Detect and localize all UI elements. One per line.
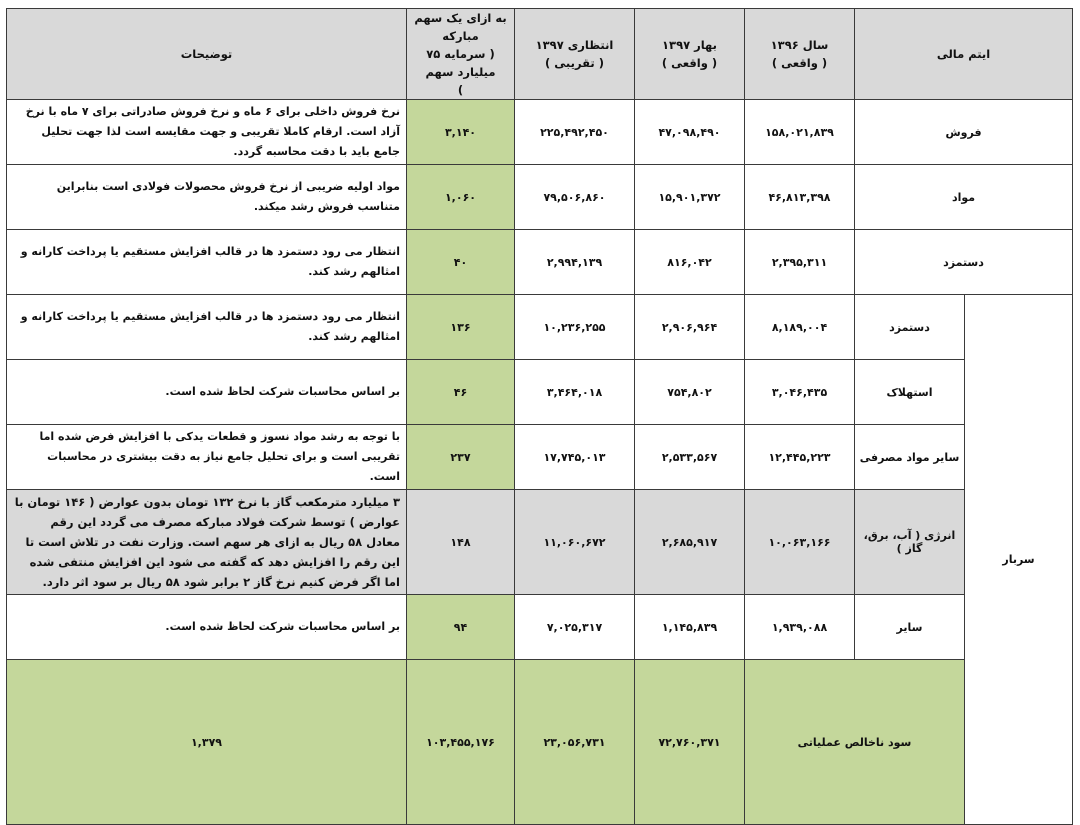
- cell-1396: ۳,۰۴۶,۴۳۵: [745, 360, 855, 425]
- cell-expected-1397: ۱۰,۲۳۶,۲۵۵: [515, 295, 635, 360]
- table-row-other: [7, 595, 1073, 660]
- cell-expected-1397: ۱۱,۰۶۰,۶۷۲: [515, 490, 635, 595]
- header-per-share-line3: ): [457, 83, 464, 97]
- cell-1396: ۴۶,۸۱۳,۳۹۸: [745, 165, 855, 230]
- cell-expected-1397: ۲۲۵,۴۹۲,۴۵۰: [515, 100, 635, 165]
- cell-description: نرخ فروش داخلی برای ۶ ماه و نرخ فروش صادراتی برای ۷ ماه با نرخ آزاد است. ارقام کاملا تقریبی و جهت مقایسه است لذا جهت تحلیل جامع باید با دقت محاسبه گردد.: [7, 100, 407, 165]
- cell-1396: ۷۲,۷۶۰,۳۷۱: [635, 660, 745, 825]
- financial-table: [6, 8, 1073, 825]
- cell-1396: ۱۵۸,۰۲۱,۸۳۹: [745, 100, 855, 165]
- cell-per-share: ۴۶: [407, 360, 515, 425]
- header-description: توضیحات: [7, 9, 407, 100]
- table-row-depreciation: [7, 360, 1073, 425]
- row-label: سایر مواد مصرفی: [855, 425, 965, 490]
- table-row-sales: [7, 100, 1073, 165]
- cell-1396: ۲,۳۹۵,۳۱۱: [745, 230, 855, 295]
- row-label: استهلاک: [855, 360, 965, 425]
- cell-description: ۳ میلیارد مترمکعب گاز با نرخ ۱۳۲ تومان بدون عوارض ( ۱۴۶ تومان با عوارض ) توسط شرکت فولاد مبارکه مصرف می گردد این رقم معادل ۵۸ ریال به ازای هر سهم است. وزارت نفت در تلاش است تا این رقم را افزایش دهد که گفته می شود این افزایش منتفی شده اما اگر فرض کنیم نرخ گاز ۲ برابر شود ۵۸ ریال بر سود اثر دارد.: [7, 490, 407, 595]
- header-spring-1397: [635, 9, 745, 100]
- table-row-other-consumables: [7, 425, 1073, 490]
- header-expected-1397: [515, 9, 635, 100]
- cell-spring-1397: ۲,۵۳۳,۵۶۷: [635, 425, 745, 490]
- cell-1396: ۸,۱۸۹,۰۰۴: [745, 295, 855, 360]
- cell-spring-1397: ۸۱۶,۰۴۲: [635, 230, 745, 295]
- header-row: [7, 9, 1073, 100]
- row-label: سایر: [855, 595, 965, 660]
- header-per-share-line1: به ازای یک سهم مبارکه: [414, 11, 507, 43]
- row-label: دستمزد: [855, 230, 1073, 295]
- header-per-share-line2: ( سرمایه ۷۵ میلیارد سهم: [425, 47, 496, 79]
- cell-per-share: ۳,۱۴۰: [407, 100, 515, 165]
- cell-per-share: ۱,۳۷۹: [7, 660, 407, 825]
- row-label: فروش: [855, 100, 1073, 165]
- table-row-gross-profit: [7, 660, 1073, 825]
- cell-description: بر اساس محاسبات شرکت لحاظ شده است.: [7, 360, 407, 425]
- cell-spring-1397: ۷۵۴,۸۰۲: [635, 360, 745, 425]
- cell-description: انتظار می رود دستمزد ها در قالب افزایش مستقیم یا پرداخت کارانه و امثالهم رشد کند.: [7, 295, 407, 360]
- row-label: دستمزد: [855, 295, 965, 360]
- cell-spring-1397: ۴۷,۰۹۸,۴۹۰: [635, 100, 745, 165]
- cell-expected-1397: ۳,۴۶۴,۰۱۸: [515, 360, 635, 425]
- cell-expected-1397: ۷,۰۲۵,۳۱۷: [515, 595, 635, 660]
- header-spring-1397-sub: ( واقعی ): [661, 56, 718, 70]
- cell-1396: ۱۰,۰۶۳,۱۶۶: [745, 490, 855, 595]
- cell-per-share: ۱۴۸: [407, 490, 515, 595]
- table-row-materials: [7, 165, 1073, 230]
- overhead-group-label: سربار: [965, 295, 1073, 825]
- header-per-share: [407, 9, 515, 100]
- cell-description: مواد اولیه ضریبی از نرخ فروش محصولات فولادی است بنابراین متناسب فروش رشد میکند.: [7, 165, 407, 230]
- header-expected-1397-sub: ( تقریبی ): [545, 56, 604, 70]
- table-row-overhead-wages: [7, 295, 1073, 360]
- header-year-1396-sub: ( واقعی ): [771, 56, 828, 70]
- row-label: انرژی ( آب، برق، گاز ): [855, 490, 965, 595]
- cell-per-share: ۹۴: [407, 595, 515, 660]
- cell-spring-1397: ۱,۱۴۵,۸۳۹: [635, 595, 745, 660]
- cell-expected-1397: ۲,۹۹۴,۱۳۹: [515, 230, 635, 295]
- table-row-energy: [7, 490, 1073, 595]
- cell-per-share: ۴۰: [407, 230, 515, 295]
- row-label: مواد: [855, 165, 1073, 230]
- cell-spring-1397: ۲۳,۰۵۶,۷۳۱: [515, 660, 635, 825]
- header-year-1396: [745, 9, 855, 100]
- cell-spring-1397: ۱۵,۹۰۱,۳۷۲: [635, 165, 745, 230]
- cell-per-share: ۱,۰۶۰: [407, 165, 515, 230]
- cell-per-share: ۱۳۶: [407, 295, 515, 360]
- cell-per-share: ۲۳۷: [407, 425, 515, 490]
- cell-expected-1397: ۱۰۳,۴۵۵,۱۷۶: [407, 660, 515, 825]
- cell-expected-1397: ۷۹,۵۰۶,۸۶۰: [515, 165, 635, 230]
- row-label: سود ناخالص عملیاتی: [745, 660, 965, 825]
- header-year-1396-title: سال ۱۳۹۶: [770, 38, 829, 52]
- cell-spring-1397: ۲,۶۸۵,۹۱۷: [635, 490, 745, 595]
- header-expected-1397-title: انتظاری ۱۳۹۷: [535, 38, 614, 52]
- cell-description: انتظار می رود دستمزد ها در قالب افزایش مستقیم یا پرداخت کارانه و امثالهم رشد کند.: [7, 230, 407, 295]
- cell-1396: ۱۲,۴۴۵,۲۲۳: [745, 425, 855, 490]
- cell-description: با توجه به رشد مواد نسوز و قطعات یدکی با افزایش فرض شده اما تقریبی است و برای تحلیل جامع نیاز به دقت بیشتری در محاسبات است.: [7, 425, 407, 490]
- cell-description: بر اساس محاسبات شرکت لحاظ شده است.: [7, 595, 407, 660]
- cell-1396: ۱,۹۳۹,۰۸۸: [745, 595, 855, 660]
- header-item: ایتم مالی: [855, 9, 1073, 100]
- table-row-wages: [7, 230, 1073, 295]
- cell-expected-1397: ۱۷,۷۴۵,۰۱۳: [515, 425, 635, 490]
- header-spring-1397-title: بهار ۱۳۹۷: [662, 38, 717, 52]
- cell-spring-1397: ۲,۹۰۶,۹۶۴: [635, 295, 745, 360]
